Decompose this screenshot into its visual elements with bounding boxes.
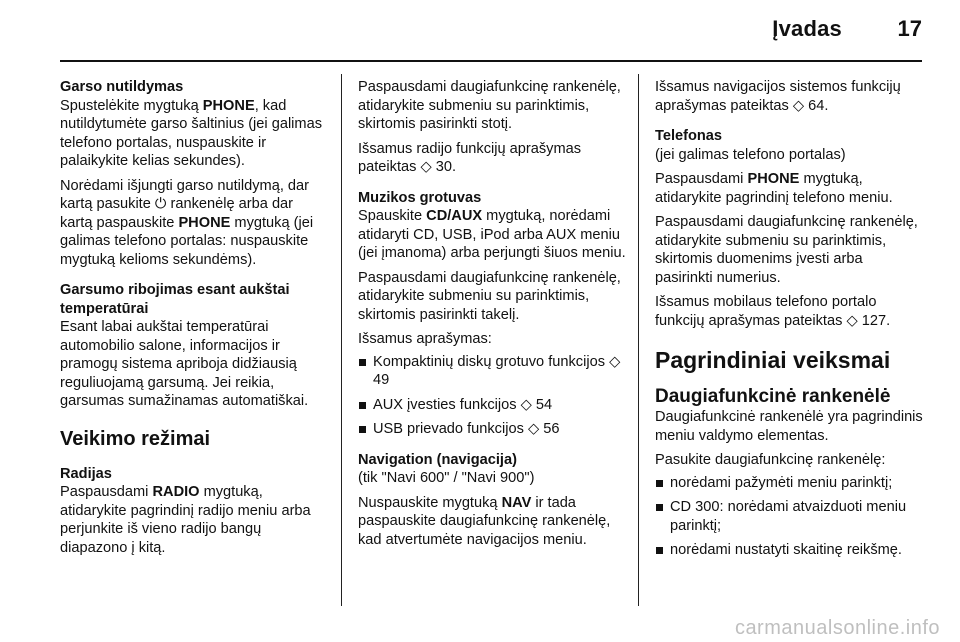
page-reference: ◇ 56 [527,421,560,437]
knob-actions-list [655,474,923,560]
radio-keyword: RADIO [152,484,200,500]
mute-paragraph-1 [60,97,328,171]
music-reference-list [358,353,626,439]
radio-paragraph [60,483,328,557]
navigation-paragraph-1: (tik "Navi 600" / "Navi 900") [358,470,535,486]
text-run: Paspausdami [60,484,153,500]
navigation-reference [655,78,923,115]
text-run: rankenėlę arba dar kartą paspauskite [60,196,294,231]
text-run: Kompaktinių diskų grotuvo funkcijos [373,353,610,370]
text-run: ir tada paspauskite daugiafunkcinę rankenėlę, kad atvertumėte navigacijos meniu. [358,494,611,548]
page-reference: ◇ 49 [373,353,621,388]
text-run: Išsamus navigacijos sistemos funkcijų aprašymas pateiktas [655,79,901,114]
navigation-paragraph-2 [358,494,626,550]
cdaux-keyword: CD/AUX [426,208,483,224]
music-paragraph-3: Išsamus aprašymas: [358,331,492,347]
mute-heading: Garso nutildymas [60,79,184,95]
text-run: mygtuką, norėdami atidaryti CD, USB, iPod arba AUX meniu (jei įmanoma) arba perjungti šiuos meniu. [358,208,626,261]
section-title: Įvadas [772,16,842,41]
column-divider-2 [638,74,639,606]
power-knob-icon: ⏻ [154,196,167,212]
phone-keyword: PHONE [202,97,255,114]
page-reference: ◇ 54 [520,396,553,413]
basic-operations-heading: Pagrindiniai veiksmai [655,347,891,373]
page-reference: ◇ 127. [846,312,891,329]
column-divider-1 [341,74,342,606]
column-3 [655,78,923,566]
page-header [0,0,960,62]
radio-reference [358,140,626,177]
list-item [358,420,626,439]
navigation-heading: Navigation (navigacija) [358,451,517,468]
column-2 [358,78,626,549]
volume-limit-paragraph: Esant labai aukštai temperatūrai automobilio salone, informacijos ir pramogų sistema apriboja didžiausią reguliuojamą garsumą. Jei reikia, garsumas sumažinamas automatiškai. [60,319,309,409]
phone-paragraph-1: (jei galimas telefono portalas) [655,146,846,163]
radio-heading: Radijas [60,465,112,482]
knob-paragraph-1: Daugiafunkcinė rankenėlė yra pagrindinis meniu valdymo elementas. [655,409,923,444]
header-divider [60,60,922,62]
phone-paragraph-2 [655,170,923,207]
page-number: 17 [897,16,922,41]
text-run: Spauskite [358,208,427,224]
list-item [358,396,626,415]
text-run: mygtuką (jei galimas telefono portalas: nuspauskite mygtuką kelioms sekundėms). [60,214,314,268]
text-run: Spustelėkite mygtuką [60,97,203,114]
text-run: Norėdami išjungti garso nutildymą, dar kartą pasukite [60,177,310,212]
operation-modes-heading: Veikimo režimai [60,427,211,450]
text-run: Nuspauskite mygtuką [358,494,502,511]
radio-paragraph-2: Paspausdami daugiafunkcinę rankenėlę, atidarykite submeniu su parinktimis, skirtomis pasirinkti stotį. [358,79,621,132]
column-1 [60,78,328,557]
text-run: , kad nutildytumėte garso šaltinius (jei galimas telefono portalas, nuspauskite ir palaikykite kelias sekundes). [60,97,322,169]
volume-limit-heading: Garsumo ribojimas esant aukštai temperatūrai [60,282,290,317]
list-item: CD 300: norėdami atvaizduoti meniu parinktį; [655,498,923,535]
text-run: AUX įvesties funkcijos [373,396,521,413]
text-run: mygtuką, atidarykite pagrindinį telefono meniu. [655,171,893,206]
text-run: USB prievado funkcijos [373,421,528,437]
page-reference: ◇ 30. [420,159,457,175]
phone-reference [655,293,923,330]
list-item [358,353,626,390]
text-run: Paspausdami [655,171,748,187]
list-item: norėdami pažymėti meniu parinktį; [655,474,923,493]
phone-keyword: PHONE [747,171,800,187]
phone-heading: Telefonas [655,128,723,144]
knob-paragraph-2: Pasukite daugiafunkcinę rankenėlę: [655,452,886,468]
music-paragraph-1 [358,207,626,263]
mute-paragraph-2 [60,177,328,270]
multifunction-knob-heading: Daugiafunkcinė rankenėlė [655,386,891,407]
phone-paragraph-3: Paspausdami daugiafunkcinę rankenėlę, atidarykite submeniu su parinktimis, skirtomis duomenims įvesti arba pasirinkti numerius. [655,214,918,286]
page-reference: ◇ 64. [792,97,829,114]
list-item: norėdami nustatyti skaitinę reikšmę. [655,541,923,560]
text-run: mygtuką, atidarykite pagrindinį radijo meniu arba perjunkite iš vieno radijo bangų diapazono į kitą. [60,484,311,556]
phone-keyword: PHONE [178,214,231,231]
nav-keyword: NAV [501,494,532,511]
text-run: Išsamus mobilaus telefono portalo funkcijų aprašymas pateiktas [655,294,877,329]
music-player-heading: Muzikos grotuvas [358,189,482,206]
text-run: Išsamus radijo funkcijų aprašymas pateiktas [358,140,582,175]
site-watermark: carmanualsonline.info [734,617,940,639]
music-paragraph-2: Paspausdami daugiafunkcinę rankenėlę, atidarykite submeniu su parinktimis, skirtomis pasirinkti takelį. [358,269,621,323]
